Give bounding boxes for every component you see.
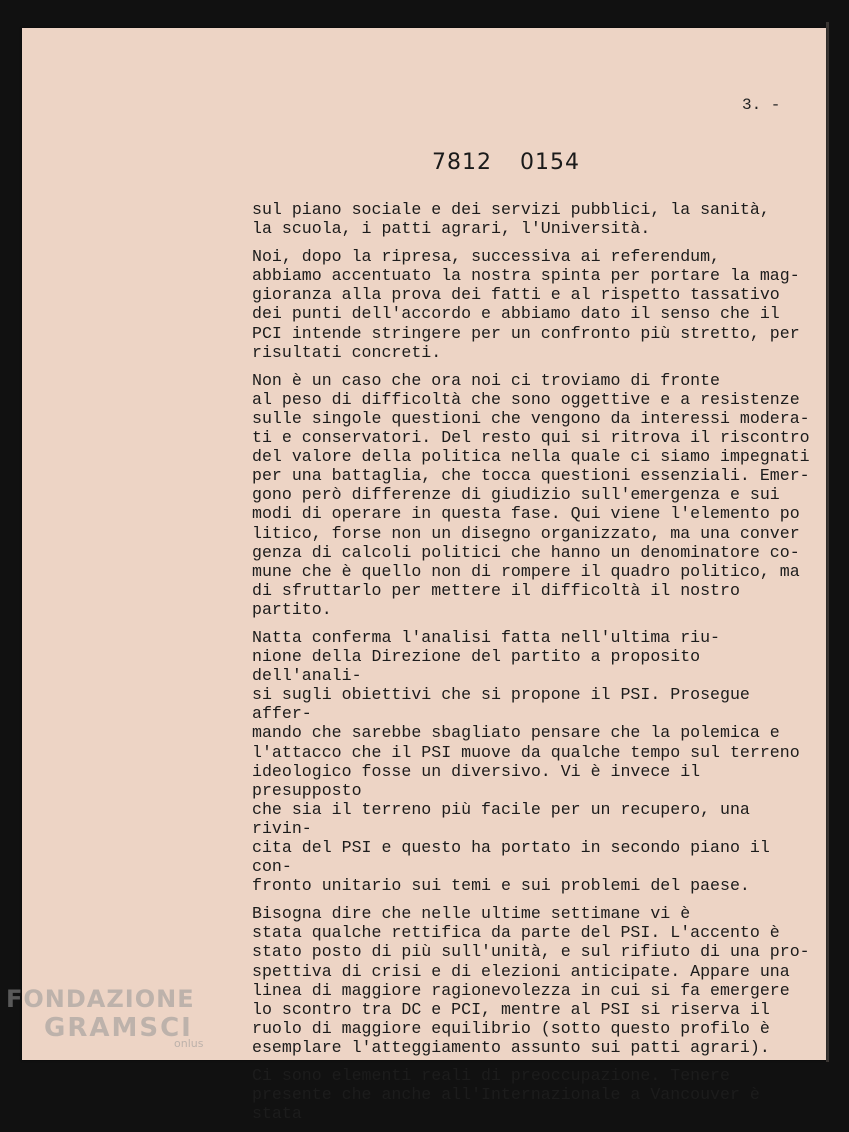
paragraph: Bisogna dire che nelle ultime settimane vi è stata qualche rettifica da parte del PSI. L'accento è stato posto di più sull'unità, e sul rifiuto di una pro- spettiva di crisi e di elezioni anticipate. Appare una linea di maggiore ragionevolezza in cui si fa emergere lo scontro tra DC e PCI, mentre al PSI si riserva il ruolo di maggiore equilibrio (sotto questo profilo è esemplare l'atteggiamento assunto sui patti agrari).: [252, 904, 810, 1057]
page-number: 3. -: [742, 96, 781, 114]
document-code: 7812 0154: [432, 150, 580, 175]
paragraph: sul piano sociale e dei servizi pubblici, la sanità, la scuola, i patti agrari, l'Università.: [252, 200, 770, 239]
paragraph: Ci sono elementi reali di preoccupazione. Tenere presente che anche all'Internazionale a Vancouver è stata: [252, 1066, 760, 1124]
paragraph: Noi, dopo la ripresa, successiva ai referendum, abbiamo accentuato la nostra spinta per portare la mag- gioranza alla prova dei fatti e al rispetto tassativo dei punti dell'accordo e abbiamo dato il senso che il PCI intende stringere per un confronto più stretto, per risultati concreti.: [252, 247, 800, 362]
document-body: [252, 200, 812, 1132]
paragraph: Non è un caso che ora noi ci troviamo di fronte al peso di difficoltà che sono oggettive e a resistenze sulle singole questioni che vengono da interessi modera- ti e conservatori. Del resto qui si ritrova il riscontro del valore della politica nella quale ci siamo impegnati per una battaglia, che tocca questioni essenziali. Emer- gono però differenze di giudizio sull'emergenza e sui modi di operare in questa fase. Qui viene l'elemento po litico, forse non un disegno organizzato, ma una conver genza di calcoli politici che hanno un denominatore co- mune che è quello non di rompere il quadro politico, ma di sfruttarlo per mettere il difficoltà il nostro partito.: [252, 370, 810, 619]
fondazione-gramsci-watermark: [6, 985, 203, 1050]
watermark-line-3: onlus: [174, 1037, 204, 1050]
paragraph: Natta conferma l'analisi fatta nell'ultima riu- nione della Direzione del partito a proposito dell'anali- si sugli obiettivi che si propone il PSI. Prosegue affer- mando che sarebbe sbagliato pensare che la polemica e l'attacco che il PSI muove da qualche tempo sul terreno ideologico fosse un diversivo. Vi è invece il presupposto che sia il terreno più facile per un recupero, una rivin- cita del PSI e questo ha portato in secondo piano il con- fronto unitario sui temi e sui problemi del paese.: [252, 627, 800, 896]
watermark-line-1: FONDAZIONE: [6, 985, 195, 1013]
watermark-line-2: GRAMSCI: [44, 1013, 193, 1043]
page-edge: [826, 22, 829, 1062]
